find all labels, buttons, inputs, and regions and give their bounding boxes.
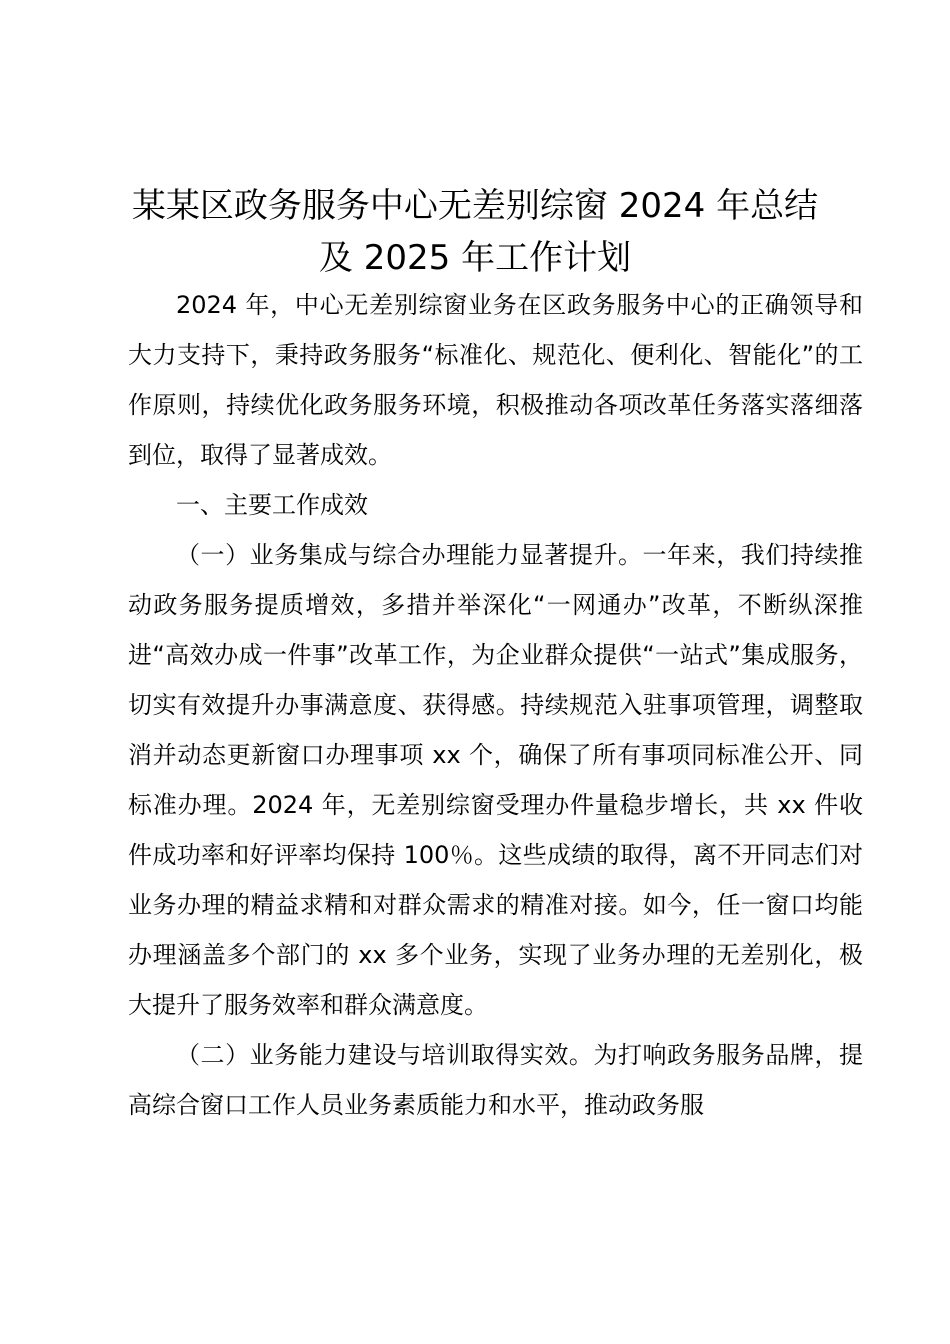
title-line-2: 及 2025 年工作计划 [318, 238, 632, 278]
document-body [128, 280, 863, 1130]
section-2-paragraph: （二）业务能力建设与培训取得实效。为打响政务服务品牌，提高综合窗口工作人员业务素质能力和水平，推动政务服 [128, 1041, 863, 1119]
section-1-paragraph: （一）业务集成与综合办理能力显著提升。一年来，我们持续推动政务服务提质增效，多措并举深化“一网通办”改革，不断纵深推进“高效办成一件事”改革工作，为企业群众提供“一站式”集成服务，切实有效提升办事满意度、获得感。持续规范入驻事项管理，调整取消并动态更新窗口办理事项 xx 个，确保了所有事项同标准公开、同标准办理。2024 年，无差别综窗受理办件量稳步增长，共 xx 件收件成功率和好评率均保持 100％。这些成绩的取得，离不开同志们对业务办理的精益求精和对群众需求的精准对接。如今，任一窗口均能办理涵盖多个部门的 xx 多个业务，实现了业务办理的无差别化，极大提升了服务效率和群众满意度。 [128, 541, 863, 1019]
section-heading: 一、主要工作成效 [176, 491, 368, 519]
intro-paragraph: 2024 年，中心无差别综窗业务在区政务服务中心的正确领导和大力支持下，秉持政务服务“标准化、规范化、便利化、智能化”的工作原则，持续优化政务服务环境，积极推动各项改革任务落实落细落到位，取得了显著成效。 [128, 291, 863, 469]
document-title [100, 180, 850, 284]
title-line-1: 某某区政务服务中心无差别综窗 2024 年总结 [131, 186, 819, 226]
